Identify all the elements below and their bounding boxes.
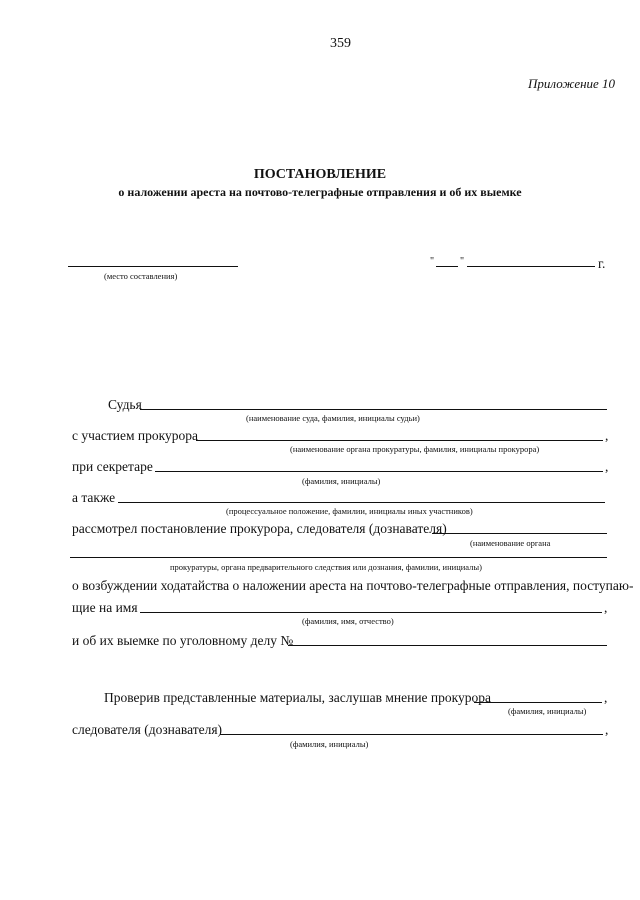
document-title: ПОСТАНОВЛЕНИЕ [253, 167, 387, 182]
addressed-caption: (фамилия, имя, отчество) [302, 616, 394, 626]
checked-label: Проверив представленные материалы, заслушав мнение прокурора [104, 690, 492, 705]
checked-caption: (фамилия, инициалы) [508, 706, 587, 716]
investigator-comma: , [605, 722, 609, 737]
case-number-field[interactable] [288, 645, 607, 646]
checked-prosecutor-field[interactable] [474, 702, 602, 703]
appendix-label: Приложение 10 [528, 76, 616, 91]
reviewed-caption-2: прокуратуры, органа предварительного следствия или дознания, фамилии, инициалы) [170, 562, 482, 572]
date-quote-open: " [430, 256, 435, 267]
case-label: и об их выемке по уголовному делу № [72, 633, 294, 648]
date-year-suffix: г. [598, 256, 606, 271]
also-caption: (процессуальное положение, фамилии, инициалы иных участников) [226, 506, 473, 516]
prosecutor-caption: (наименование органа прокуратуры, фамилия, инициалы прокурора) [290, 444, 540, 454]
investigator-field[interactable] [220, 734, 603, 735]
addressed-label: щие на имя [72, 600, 138, 615]
date-day-field[interactable] [436, 266, 458, 267]
document-subtitle: о наложении ареста на почтово-телеграфные отправления и об их выемке [118, 185, 522, 199]
checked-comma: , [604, 690, 608, 705]
prosecutor-comma: , [605, 428, 609, 443]
secretary-label: при секретаре [72, 459, 153, 474]
reviewed-caption-1: (наименование органа [470, 538, 551, 548]
reviewed-label: рассмотрел постановление прокурора, следователя (дознавателя) [72, 521, 447, 536]
page-number: 359 [330, 36, 351, 51]
date-month-field[interactable] [467, 266, 595, 267]
investigator-caption: (фамилия, инициалы) [290, 739, 369, 749]
investigator-label: следователя (дознавателя) [72, 722, 223, 737]
date-quote-close: " [460, 256, 465, 267]
judge-field[interactable] [140, 409, 607, 410]
reviewed-field-2[interactable] [70, 557, 607, 558]
reviewed-field-1[interactable] [432, 533, 607, 534]
place-field[interactable] [68, 266, 238, 267]
addressed-field[interactable] [140, 612, 602, 613]
prosecutor-field[interactable] [196, 440, 603, 441]
judge-label: Судья [108, 397, 142, 412]
prosecutor-label: с участием прокурора [72, 428, 199, 443]
secretary-field[interactable] [155, 471, 603, 472]
secretary-caption: (фамилия, инициалы) [302, 476, 381, 486]
also-field[interactable] [118, 502, 605, 503]
also-label: а также [72, 490, 116, 505]
addressed-comma: , [604, 600, 608, 615]
secretary-comma: , [605, 459, 609, 474]
petition-text: о возбуждении ходатайства о наложении ареста на почтово-телеграфные отправления, поступаю- [72, 578, 634, 593]
judge-caption: (наименование суда, фамилия, инициалы судьи) [246, 413, 420, 423]
place-caption: (место составления) [104, 271, 178, 281]
